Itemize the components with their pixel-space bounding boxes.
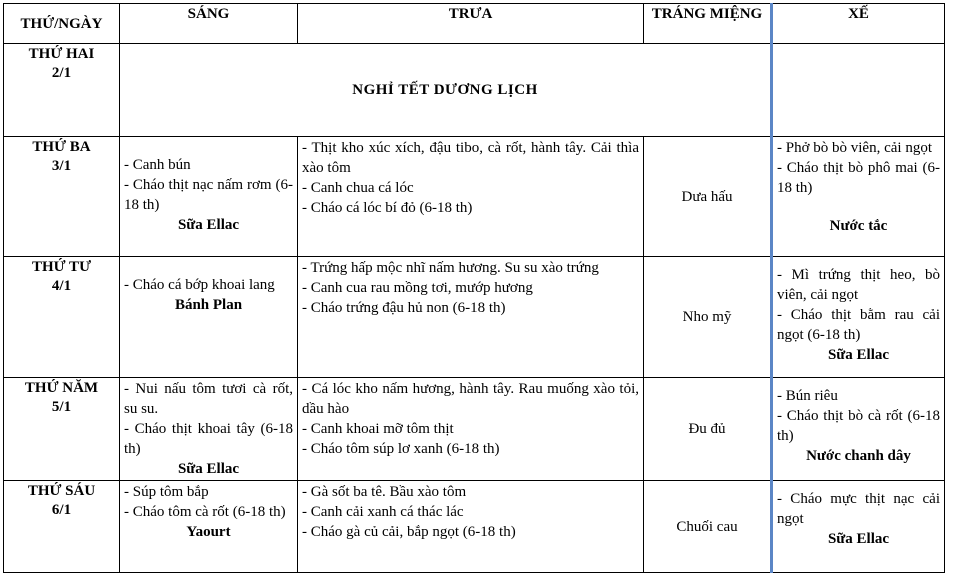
- day-cell: [4, 378, 120, 481]
- afternoon-item: - Cháo thịt bò phô mai (6-18 th): [777, 160, 940, 196]
- morning-snack: Yaourt: [186, 524, 231, 540]
- afternoon-cell: [772, 137, 945, 257]
- noon-item: - Canh cải xanh cá thác lác: [302, 504, 464, 520]
- morning-item: - Súp tôm bắp: [124, 484, 209, 500]
- morning-item: - Cháo cá bớp khoai lang: [124, 277, 275, 293]
- dessert-cell: Dưa hấu: [644, 137, 772, 257]
- table-row-tuesday: [4, 137, 945, 257]
- afternoon-item: - Mì trứng thịt heo, bò viên, cải ngọt: [777, 267, 940, 303]
- weekly-menu-table: [3, 3, 945, 573]
- noon-item: - Gà sốt ba tê. Bầu xào tôm: [302, 484, 467, 500]
- afternoon-drink: Sữa Ellac: [827, 347, 890, 363]
- noon-cell: [298, 257, 644, 378]
- afternoon-drink: Sữa Ellac: [827, 531, 890, 547]
- noon-item: - Canh cua rau mồng tơi, mướp hương: [302, 280, 533, 296]
- day-name: THỨ BA: [32, 139, 91, 155]
- day-date: 4/1: [51, 278, 72, 294]
- noon-item: - Cháo gà củ cải, bắp ngọt (6-18 th): [302, 524, 516, 540]
- table-row-monday: [4, 44, 945, 137]
- morning-cell: [120, 137, 298, 257]
- afternoon-drink: Nước chanh dây: [806, 448, 911, 464]
- afternoon-item: - Bún riêu: [777, 388, 838, 404]
- afternoon-cell: [772, 257, 945, 378]
- header-morning: SÁNG: [120, 4, 298, 44]
- morning-cell: [120, 481, 298, 573]
- morning-item: - Nui nấu tôm tươi cà rốt, su su.: [124, 381, 293, 417]
- afternoon-item: - Cháo thịt bằm rau cải ngọt (6-18 th): [777, 307, 940, 343]
- dessert-cell: Nho mỹ: [644, 257, 772, 378]
- noon-item: - Cháo cá lóc bí đỏ (6-18 th): [302, 200, 473, 216]
- holiday-banner: NGHỈ TẾT DƯƠNG LỊCH: [120, 44, 772, 137]
- morning-drink: Sữa Ellac: [177, 217, 240, 233]
- dessert-cell: Chuối cau: [644, 481, 772, 573]
- day-name: THỨ NĂM: [24, 380, 99, 396]
- afternoon-cell-empty: [772, 44, 945, 137]
- noon-item: - Cháo tôm súp lơ xanh (6-18 th): [302, 441, 500, 457]
- morning-item: - Cháo tôm cà rốt (6-18 th): [124, 504, 286, 520]
- noon-item: - Trứng hấp mộc nhĩ nấm hương. Su su xào trứng: [302, 260, 599, 276]
- morning-item: - Canh bún: [124, 157, 191, 173]
- afternoon-item: - Cháo mực thịt nạc cải ngọt: [777, 491, 940, 527]
- header-afternoon: XẾ: [772, 4, 945, 44]
- noon-item: - Canh khoai mỡ tôm thịt: [302, 421, 454, 437]
- day-date: 6/1: [51, 502, 72, 518]
- day-date: 2/1: [51, 65, 72, 81]
- afternoon-item: - Cháo thịt bò cà rốt (6-18 th): [777, 408, 940, 444]
- morning-item: - Cháo thịt khoai tây (6-18 th): [124, 421, 293, 457]
- noon-cell: [298, 481, 644, 573]
- dessert-cell: Đu đủ: [644, 378, 772, 481]
- day-name: THỨ TƯ: [31, 259, 92, 275]
- noon-item: - Canh chua cá lóc: [302, 180, 414, 196]
- afternoon-item: - Phở bò bò viên, cải ngọt: [777, 140, 932, 156]
- morning-drink: Sữa Ellac: [177, 461, 240, 477]
- noon-item: - Thịt kho xúc xích, đậu tibo, cà rốt, hành tây. Cải thìa xào tôm: [302, 140, 639, 176]
- noon-cell: [298, 137, 644, 257]
- header-day: THỨ/NGÀY: [4, 4, 120, 44]
- header-noon: TRƯA: [298, 4, 644, 44]
- noon-cell: [298, 378, 644, 481]
- table-row-friday: [4, 481, 945, 573]
- morning-cell: [120, 257, 298, 378]
- header-row: [4, 4, 945, 44]
- header-dessert: TRÁNG MIỆNG: [644, 4, 772, 44]
- day-cell: [4, 44, 120, 137]
- morning-snack: Bánh Plan: [174, 297, 243, 313]
- day-cell: [4, 257, 120, 378]
- morning-item: - Cháo thịt nạc nấm rơm (6-18 th): [124, 177, 293, 213]
- day-date: 3/1: [51, 158, 72, 174]
- afternoon-cell: [772, 378, 945, 481]
- day-cell: [4, 481, 120, 573]
- day-name: THỨ SÁU: [27, 483, 96, 499]
- noon-item: - Cá lóc kho nấm hương, hành tây. Rau muống xào tỏi, dầu hào: [302, 381, 639, 417]
- afternoon-cell: [772, 481, 945, 573]
- noon-item: - Cháo trứng đậu hủ non (6-18 th): [302, 300, 506, 316]
- afternoon-drink: Nước tắc: [829, 218, 888, 234]
- day-cell: [4, 137, 120, 257]
- morning-cell: [120, 378, 298, 481]
- day-name: THỨ HAI: [28, 46, 95, 62]
- table-row-wednesday: [4, 257, 945, 378]
- table-row-thursday: [4, 378, 945, 481]
- day-date: 5/1: [51, 399, 72, 415]
